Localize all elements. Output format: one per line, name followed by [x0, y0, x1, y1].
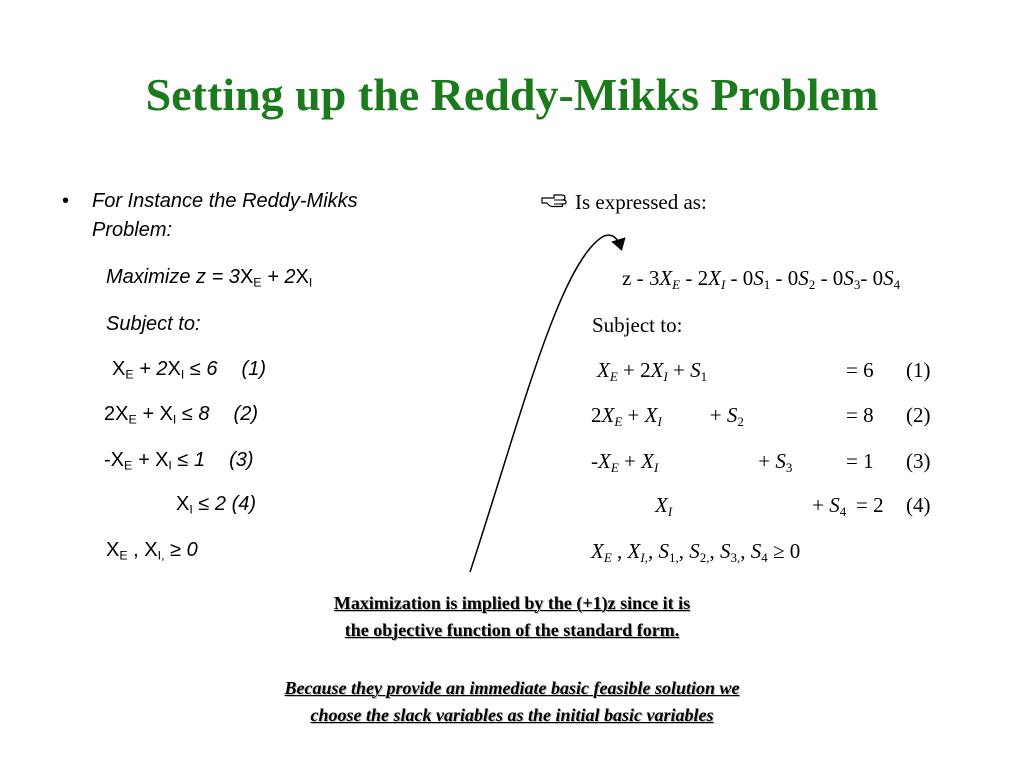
- standard-row-3-rhs: = 1: [846, 449, 874, 473]
- constraint-2: $2X_E + X_I \le 8$ (2): [104, 403, 258, 427]
- standard-row-2-rhs: = 8: [846, 403, 874, 427]
- intro-line-2: Problem:: [92, 219, 173, 241]
- expressed-as-label: Is expressed as:: [575, 190, 707, 214]
- bullet: •: [62, 190, 70, 212]
- constraint-3: $-X_E + X_I \le 1$ (3): [104, 449, 254, 473]
- standard-objective: z - $3X_E - 2X_I - 0S_1 - 0S_2 - 0S_3-$ $0S_4$: [622, 266, 901, 292]
- standard-row-2-tag: (2): [906, 403, 931, 427]
- standard-nonnegativity: $X_E$ , $X_{I,}$, $S_{1,}$, $S_{2,}$, $S_{3,}$, $S_4 \ge 0$: [591, 539, 801, 565]
- slide-title: Setting up the Reddy-Mikks Problem: [145, 69, 879, 120]
- subject-to-label: Subject to:: [106, 313, 201, 335]
- intro-line-1: For Instance the Reddy-Mikks: [92, 190, 358, 212]
- note-maximization: Maximization is implied by the (+1)z since it is the objective function of the standard form.: [333, 593, 691, 640]
- standard-row-1-lhs: $X_E + 2X_I + S_1$: [597, 358, 708, 384]
- standard-row-4-tag: (4): [906, 493, 931, 517]
- standard-row-3-tag: (3): [906, 449, 931, 473]
- standard-row-2-lhs: $2X_E + X_I + S_2$: [591, 403, 744, 429]
- nonnegativity-constraint: $X_E$ , $X_{I,} \ge 0$: [106, 539, 198, 563]
- standard-row-3-lhs: $-X_E + X_I + S_3$: [591, 449, 793, 475]
- constraint-1: $X_E + 2X_I \le 6$ (1): [112, 358, 266, 382]
- standard-nonneg-text: [0, 0, 1, 1]
- standard-row-4-rhs: = 2: [856, 493, 884, 517]
- standard-row-4-lhs: $X_I + S_4$: [655, 493, 847, 519]
- standard-row-1-rhs: = 6: [846, 358, 874, 382]
- objective-function: Maximize $z = 3X_E + 2X_I$: [106, 266, 313, 290]
- standard-row-1-tag: (1): [906, 358, 931, 382]
- standard-subject-to: Subject to:: [592, 313, 683, 337]
- constraint-4: $X_I \le 2$ (4): [176, 493, 257, 517]
- note-slack-variables: Because they provide an immediate basic feasible solution we choose the slack variables as the initial basic variables: [284, 678, 740, 725]
